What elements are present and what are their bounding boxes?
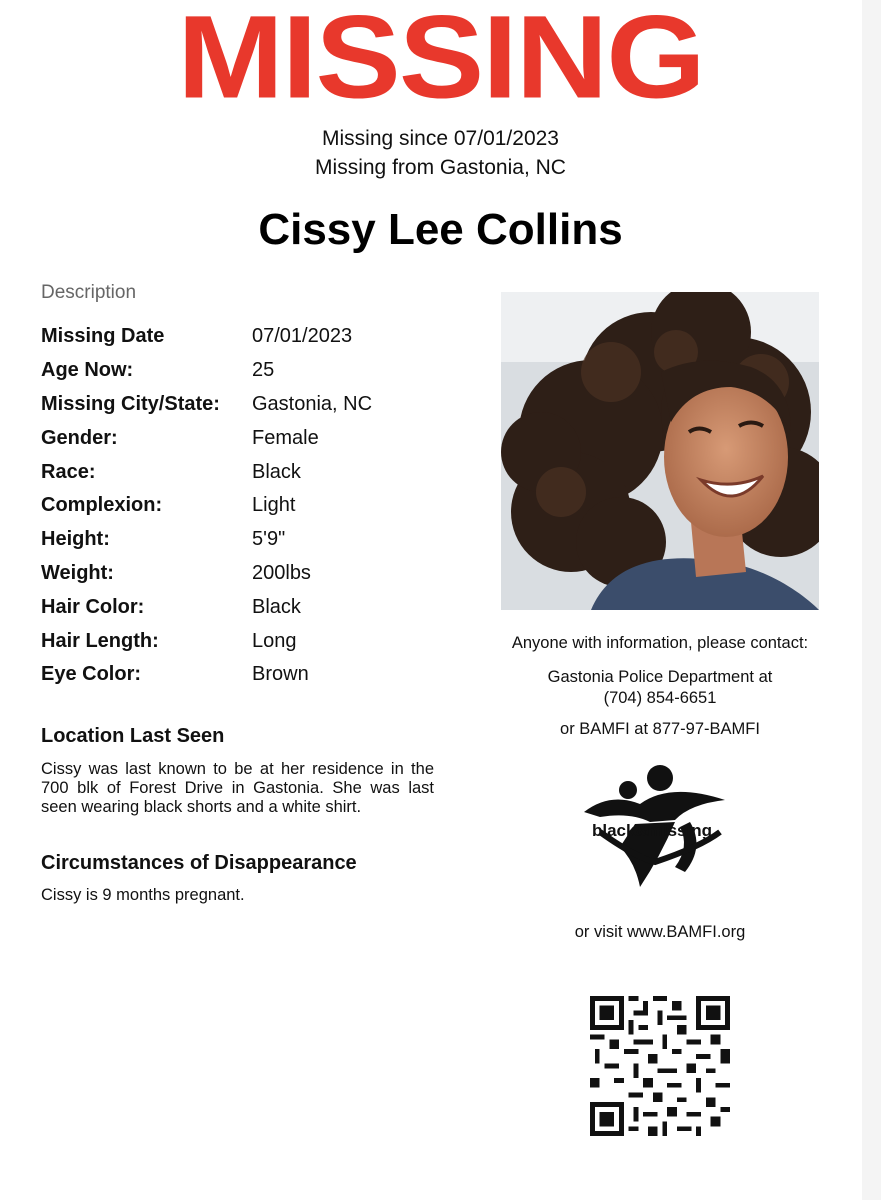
detail-key: Race:: [41, 460, 96, 483]
detail-key: Height:: [41, 528, 110, 551]
police-phone: (704) 854-6651: [603, 689, 717, 707]
detail-row: [41, 455, 461, 489]
detail-value: 25: [252, 359, 275, 382]
qr-code: [590, 996, 730, 1136]
detail-key: Eye Color:: [41, 663, 142, 686]
detail-row: [41, 624, 461, 658]
detail-value: Female: [252, 426, 319, 449]
detail-row: [41, 354, 461, 388]
detail-key: Gender:: [41, 426, 118, 449]
missing-info: [0, 124, 881, 182]
detail-row: [41, 557, 461, 591]
detail-row: [41, 421, 461, 455]
detail-key: Missing Date: [41, 325, 165, 348]
detail-row: [41, 658, 461, 692]
detail-row: [41, 523, 461, 557]
contact-intro: Anyone with information, please contact:: [511, 634, 809, 652]
detail-value: Light: [252, 494, 296, 517]
detail-value: Gastonia, NC: [252, 392, 373, 415]
detail-value: Brown: [252, 663, 309, 686]
black-and-missing-logo: [580, 762, 730, 897]
detail-value: 07/01/2023: [252, 325, 353, 348]
person-photo: [501, 292, 819, 610]
missing-title: MISSING: [177, 0, 704, 124]
detail-value: Long: [252, 629, 297, 652]
detail-key: Complexion:: [41, 494, 163, 517]
detail-value: 200lbs: [252, 561, 311, 584]
missing-from-text: Missing from Gastonia, NC: [315, 156, 566, 179]
detail-key: Weight:: [41, 561, 114, 584]
person-name: Cissy Lee Collins: [258, 205, 623, 254]
police-contact: [490, 667, 830, 709]
logo-text: black&missing: [592, 821, 712, 840]
missing-since-text: Missing since 07/01/2023: [322, 127, 559, 150]
detail-row: [41, 489, 461, 523]
police-name: Gastonia Police Department at: [547, 668, 773, 686]
circumstances-text: Cissy is 9 months pregnant.: [41, 886, 245, 904]
detail-row: [41, 320, 461, 354]
bamfi-phone: or BAMFI at 877-97-BAMFI: [560, 720, 760, 738]
location-text: Cissy was last known to be at her residence in the 700 blk of Forest Drive in Gastonia. She was last seen wearing black shorts and a white shirt.: [41, 760, 434, 816]
details-table: [41, 320, 461, 692]
circumstances-heading: Circumstances of Disappearance: [41, 852, 357, 874]
detail-key: Hair Color:: [41, 595, 145, 618]
bamfi-website: or visit www.BAMFI.org: [574, 923, 746, 941]
location-heading: Location Last Seen: [41, 725, 225, 747]
detail-row: [41, 590, 461, 624]
description-label: Description: [41, 282, 137, 303]
detail-key: Age Now:: [41, 359, 134, 382]
detail-key: Hair Length:: [41, 629, 159, 652]
detail-row: [41, 388, 461, 422]
detail-value: 5'9": [252, 528, 286, 551]
detail-value: Black: [252, 460, 301, 483]
detail-value: Black: [252, 595, 301, 618]
detail-key: Missing City/State:: [41, 392, 220, 415]
